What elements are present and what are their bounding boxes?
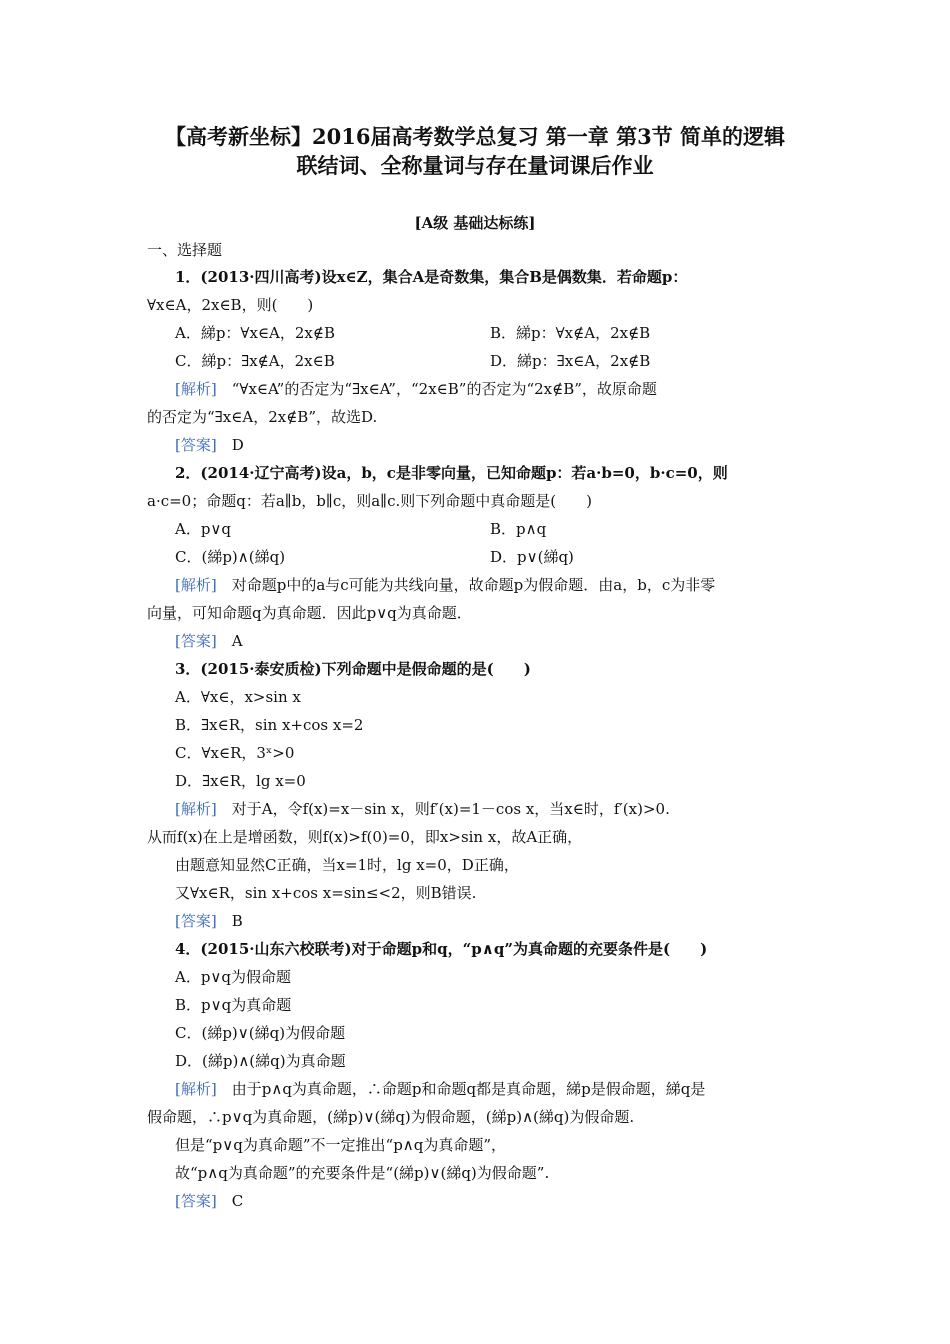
q4-analysis-line-1 xyxy=(175,1079,705,1099)
q2-option-a: A．p∨q xyxy=(175,520,232,538)
q2-analysis-text: 对命题p中的a与c可能为共线向量，故命题p为假命题．由a，b，c为非零 xyxy=(231,576,716,594)
q2-analysis-line-1 xyxy=(175,575,715,595)
q4-analysis-line-4: 故“p∧q为真命题”的充要条件是“(綈p)∨(綈q)为假命题”. xyxy=(175,1164,550,1182)
title-line-1: 【高考新坐标】2016届高考数学总复习 第一章 第3节 简单的逻辑 xyxy=(165,124,785,149)
q4-option-a: A．p∨q为假命题 xyxy=(175,968,292,986)
q1-option-a: A．綈p：∀x∈A，2x∉B xyxy=(175,324,336,342)
q3-option-d: D．∃x∈R，lg x=0 xyxy=(175,772,306,790)
q2-option-b: B．p∧q xyxy=(490,520,547,538)
q1-analysis-line-2: 的否定为“∃x∈A，2x∉B”，故选D. xyxy=(147,408,378,426)
q1-answer xyxy=(175,435,244,455)
answer-tag: [答案] xyxy=(175,1192,217,1210)
q4-analysis-text: 由于p∧q为真命题，∴命题p和命题q都是真命题，綈p是假命题，綈q是 xyxy=(231,1080,706,1098)
analysis-tag: [解析] xyxy=(175,800,217,818)
title-line-2: 联结词、全称量词与存在量词课后作业 xyxy=(296,153,654,178)
q3-option-c: C．∀x∈R，3ˣ>0 xyxy=(175,744,295,762)
document-title xyxy=(120,122,830,180)
q3-analysis-text: 对于A，令f(x)=x－sin x，则f′(x)=1－cos x，当x∈时，f′(x)>0. xyxy=(231,800,670,818)
q1-analysis-text: “∀x∈A”的否定为“∃x∈A”，“2x∈B”的否定为“2x∉B”，故原命题 xyxy=(231,380,657,398)
q4-option-b: B．p∨q为真命题 xyxy=(175,996,292,1014)
q2-option-d: D．p∨(綈q) xyxy=(490,548,574,566)
q1-stem-line-2: ∀x∈A，2x∈B，则( ) xyxy=(147,296,314,314)
q3-analysis-line-4: 又∀x∈R，sin x+cos x=sin≤<2，则B错误. xyxy=(175,884,477,902)
q4-stem: 4．(2015·山东六校联考)对于命题p和q，“p∧q”为真命题的充要条件是( ) xyxy=(175,940,708,958)
part-heading: 一、选择题 xyxy=(147,241,223,259)
q4-analysis-line-2: 假命题，∴p∨q为真命题，(綈p)∨(綈q)为假命题，(綈p)∧(綈q)为假命题. xyxy=(147,1108,635,1126)
q4-answer-value: C xyxy=(231,1192,244,1210)
analysis-tag: [解析] xyxy=(175,576,217,594)
q4-option-c: C．(綈p)∨(綈q)为假命题 xyxy=(175,1024,346,1042)
q3-analysis-line-3: 由题意知显然C正确，当x=1时，lg x=0，D正确， xyxy=(175,856,519,874)
section-heading: [A级 基础达标练] xyxy=(414,214,536,232)
q4-option-d: D．(綈p)∧(綈q)为真命题 xyxy=(175,1052,346,1070)
q3-analysis-line-1 xyxy=(175,799,670,819)
analysis-tag: [解析] xyxy=(175,380,217,398)
q4-answer xyxy=(175,1191,243,1211)
q3-answer-value: B xyxy=(231,912,243,930)
q2-analysis-line-2: 向量，可知命题q为真命题．因此p∨q为真命题． xyxy=(147,604,472,622)
answer-tag: [答案] xyxy=(175,632,217,650)
q3-option-b: B．∃x∈R，sin x+cos x=2 xyxy=(175,716,364,734)
q1-answer-value: D xyxy=(231,436,244,454)
q1-option-b: B．綈p：∀x∉A，2x∉B xyxy=(490,324,651,342)
q1-stem-line-1: 1．(2013·四川高考)设x∈Z，集合A是奇数集，集合B是偶数集．若命题p： xyxy=(175,268,688,286)
q2-stem-line-1: 2．(2014·辽宁高考)设a，b，c是非零向量，已知命题p：若a·b=0，b·c=0，则 xyxy=(175,464,728,482)
q2-answer-value: A xyxy=(231,632,243,650)
q4-analysis-line-3: 但是“p∨q为真命题”不一定推出“p∧q为真命题”， xyxy=(175,1136,507,1154)
q2-answer xyxy=(175,631,243,651)
answer-tag: [答案] xyxy=(175,912,217,930)
q2-stem-line-2: a·c=0；命题q：若a∥b，b∥c，则a∥c.则下列命题中真命题是( ) xyxy=(147,492,592,510)
answer-tag: [答案] xyxy=(175,436,217,454)
q3-answer xyxy=(175,911,243,931)
q1-analysis-line-1 xyxy=(175,379,657,399)
q3-option-a: A．∀x∈，x>sin x xyxy=(175,688,301,706)
q1-option-d: D．綈p：∃x∈A，2x∉B xyxy=(490,352,651,370)
q1-option-c: C．綈p：∃x∉A，2x∈B xyxy=(175,352,335,370)
analysis-tag: [解析] xyxy=(175,1080,217,1098)
q3-analysis-line-2: 从而f(x)在上是增函数，则f(x)>f(0)=0，即x>sin x，故A正确， xyxy=(147,828,583,846)
q3-stem: 3．(2015·泰安质检)下列命题中是假命题的是( ) xyxy=(175,660,531,678)
q2-option-c: C．(綈p)∧(綈q) xyxy=(175,548,286,566)
